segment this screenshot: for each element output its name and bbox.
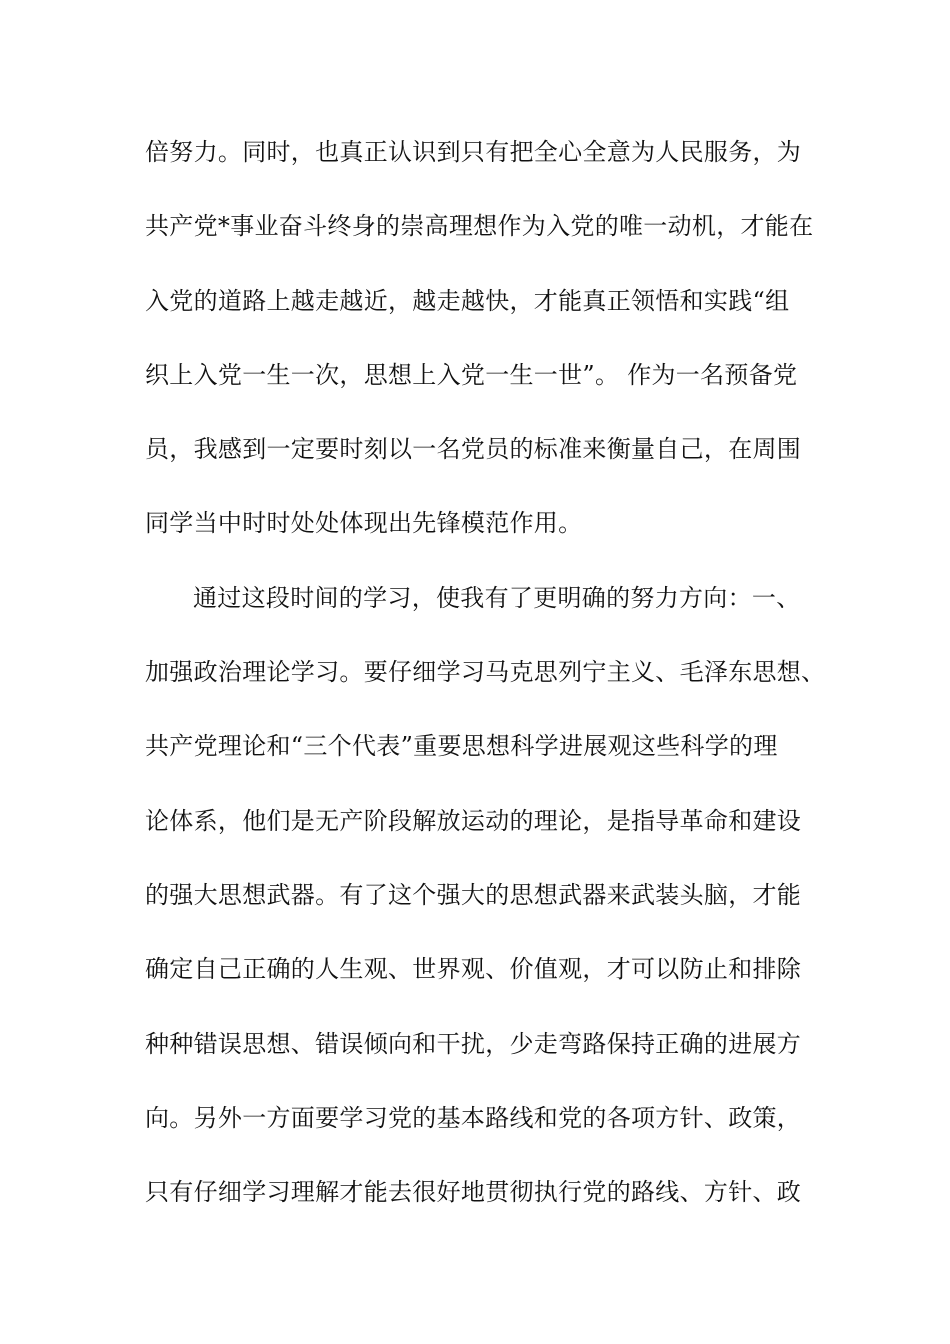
text-line: 种种错误思想、错误倾向和干扰，少走弯路保持正确的进展方 (145, 1029, 802, 1058)
text-line: 的强大思想武器。有了这个强大的思想武器来武装头脑，才能 (145, 880, 802, 909)
text-line: 员，我感到一定要时刻以一名党员的标准来衡量自己，在周围 (145, 435, 802, 464)
document-body (145, 115, 845, 1229)
text-line: 倍努力。同时，也真正认识到只有把全心全意为人民服务，为 (145, 138, 802, 166)
text-line: 织上入党一生一次，思想上入党一生一世”。 作为一名预备党 (145, 360, 798, 389)
paragraph (145, 115, 845, 561)
text-line: 同学当中时时处处体现出先锋模范作用。 (145, 509, 583, 538)
text-line: 共产党*事业奋斗终身的崇高理想作为入党的唯一动机，才能在 (145, 212, 814, 241)
text-line: 入党的道路上越走越近，越走越快，才能真正领悟和实践“组 (145, 286, 790, 315)
text-line: 向。另外一方面要学习党的基本路线和党的各项方针、政策， (145, 1103, 802, 1132)
text-line: 论体系，他们是无产阶段解放运动的理论，是指导革命和建设 (145, 806, 802, 835)
text-line: 共产党理论和“三个代表”重要思想科学进展观这些科学的理 (145, 732, 778, 761)
text-line: 通过这段时间的学习，使我有了更明确的努力方向：一、 (193, 583, 801, 612)
paragraph (145, 561, 845, 1230)
text-line: 加强政治理论学习。要仔细学习马克思列宁主义、毛泽东思想、 (145, 658, 826, 687)
text-line: 只有仔细学习理解才能去很好地贯彻执行党的路线、方针、政 (145, 1178, 802, 1207)
text-line: 确定自己正确的人生观、世界观、价值观，才可以防止和排除 (145, 955, 802, 984)
